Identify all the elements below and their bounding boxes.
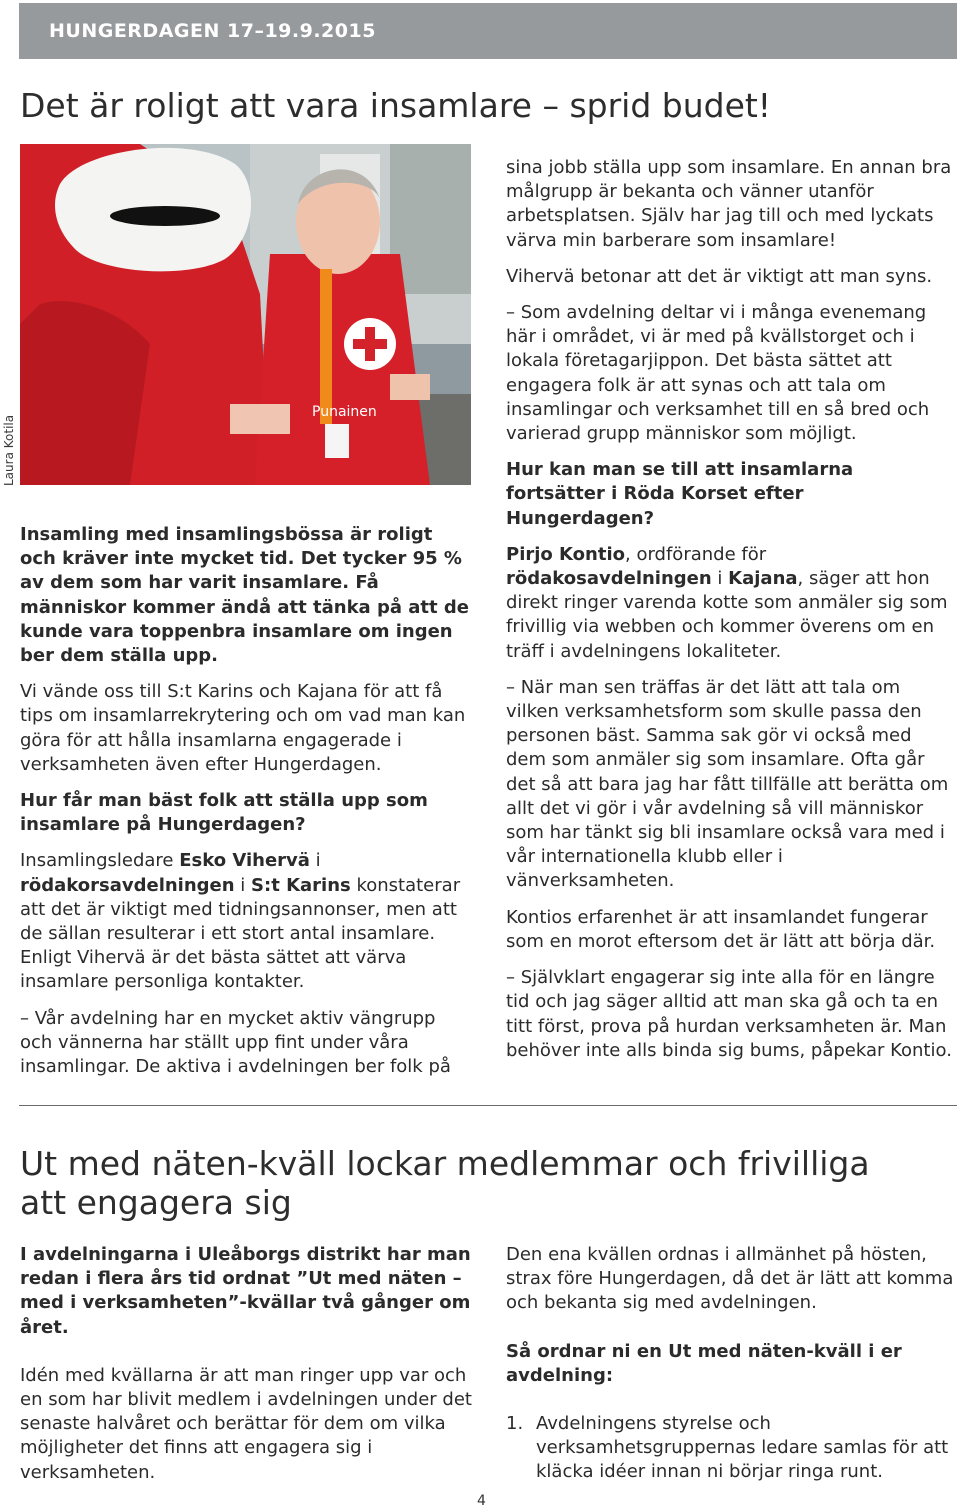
header-bar — [19, 3, 957, 59]
list-item-text: Avdelningens styrelse och verksamhetsgruppernas ledare samlas för att kläcka idéer innan ni börjar ringa runt. — [536, 1413, 949, 1483]
article1-intro: Vi vände oss till S:t Karins och Kajana för att få tips om insamlarrekrytering och om vad man kan göra för att hålla insamlarna engagerade i verksamheten även efter Hungerdagen. — [20, 681, 466, 775]
list-item-number: 1. — [506, 1413, 524, 1435]
article1-p7: – När man sen träffas är det lätt att tala om vilken verksamhetsform som skulle passa den personen bäst. Samma sak gör vi också med dem som anmäler sig som insamlare. Ofta går det så att bara jag har fått tillfälle att berätta om allt det vi gör i vår avdelning så vill människor som har tänkt sig bli insamlare också vara med i vår internationella klubb eller i vänverksamheten. — [506, 676, 949, 892]
page-number: 4 — [477, 1493, 486, 1509]
article1-p4: Vihervä betonar att det är viktigt att man syns. — [506, 265, 933, 287]
section-divider — [19, 1105, 957, 1106]
article2-lead: I avdelningarna i Uleåborgs distrikt har man redan i flera års tid ordnat ”Ut med näten – med i verksamheten”-kvällar två gånger om året. — [20, 1244, 471, 1338]
article1-right-column — [506, 156, 956, 1063]
article1-p8: Kontios erfarenhet är att insamlandet fungerar som en morot eftersom det är lätt att börja där. — [506, 906, 936, 952]
article1-lead: Insamling med insamlingsbössa är roligt och kräver inte mycket tid. Det tycker 95 % av dem som har varit insamlare. Få människor kommer ändå att tänka på att de kunde vara toppenbra insamlare om ingen ber dem ställa upp. — [20, 524, 469, 667]
article2-p2: Den ena kvällen ordnas i allmänhet på hösten, strax före Hungerdagen, då det är lätt att komma och bekanta sig med avdelningen. — [506, 1244, 954, 1314]
article1-left-column — [20, 523, 472, 1079]
article1-question2: Hur kan man se till att insamlarna fortsätter i Röda Korset efter Hungerdagen? — [506, 459, 854, 529]
list-item — [506, 1412, 956, 1485]
article2-subhead: Så ordnar ni en Ut med näten-kväll i er avdelning: — [506, 1340, 902, 1386]
article2-left-column — [20, 1243, 472, 1485]
article1-p1: Insamlingsledare Esko Vihervä i rödakorsavdelningen i S:t Karins konstaterar att det är viktigt med tidningsannonser, men att de sällan resulterar i ett stort antal insamlare. Enligt Vihervä är det bästa sättet att värva insamlare personliga kontakter. — [20, 850, 461, 993]
article1-p6: Pirjo Kontio, ordförande för rödakosavdelningen i Kajana, säger att hon direkt ringer varenda kotte som anmäler sig som frivillig via webben och kommer överens om en träff i avdelningens lokaliteter. — [506, 543, 948, 662]
article2-headline-line1: Ut med näten-kväll lockar medlemmar och frivilliga — [20, 1144, 870, 1183]
article1-p2: – Vår avdelning har en mycket aktiv vängrupp och vännerna har ställt upp fint under våra insamlingar. De aktiva i avdelningen ber folk på — [20, 1007, 451, 1078]
header-title: HUNGERDAGEN 17–19.9.2015 — [49, 20, 376, 42]
article1-question1: Hur får man bäst folk att ställa upp som insamlare på Hungerdagen? — [20, 790, 428, 836]
article-photo — [20, 144, 471, 485]
article2-p1: Idén med kvällarna är att man ringer upp var och en som har blivit medlem i avdelningen under det senaste halvåret och berättar för dem om vilka möjligheter det finns att engagera sig i verksamheten. — [20, 1364, 472, 1483]
article2-right-column — [506, 1243, 956, 1485]
article1-headline: Det är roligt att vara insamlare – sprid budet! — [20, 86, 772, 125]
article1-p9: – Självklart engagerar sig inte alla för en längre tid och jag säger alltid att man ska gå och ta en titt först, prova på hurdan verksamheten är. Man behöver inte alls binda sig bums, påpekar Kontio. — [506, 967, 952, 1061]
vest-text: Punainen — [312, 404, 377, 420]
article2-headline-line2: att engagera sig — [20, 1183, 292, 1222]
article1-p3: sina jobb ställa upp som insamlare. En annan bra målgrupp är bekanta och vänner utanför arbetsplatsen. Själv har jag till och med lyckats värva min barberare som insamlare! — [506, 157, 952, 251]
article1-p5: – Som avdelning deltar vi i många evenemang här i området, vi är med på kvällstorget och i lokala företagarjippon. Det bästa sättet att engagera folk är att synas och att tala om insamlingar och verksamhet till en så bred och varierad grupp människor som möjligt. — [506, 302, 930, 445]
